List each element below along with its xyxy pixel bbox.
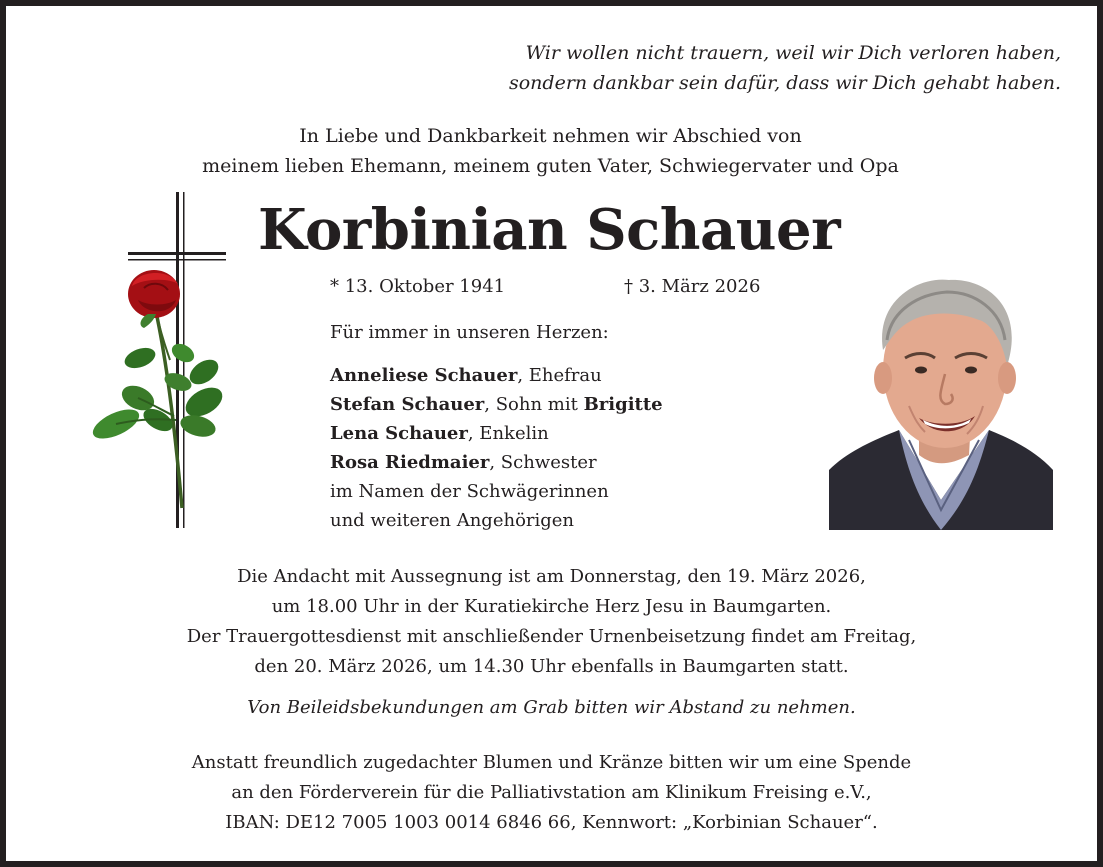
mourner-relation: , Sohn mit (484, 394, 584, 415)
mourner-item (330, 390, 663, 419)
mourner-item (330, 448, 663, 477)
cross-with-rose (78, 188, 238, 533)
ceremony-line-1: Die Andacht mit Aussegnung ist am Donnerstag, den 19. März 2026, (237, 566, 866, 587)
birth-date: * 13. Oktober 1941 (330, 276, 506, 297)
rose-icon (89, 270, 228, 508)
mourners-extra-1: im Namen der Schwägerinnen (330, 481, 609, 502)
mourner-relation: , Ehefrau (517, 365, 602, 386)
donation-line-1: Anstatt freundlich zugedachter Blumen und Kränze bitten wir um eine Spende (191, 752, 912, 773)
death-date: † 3. März 2026 (624, 276, 761, 297)
memorial-quote (509, 38, 1061, 98)
mourner-name: Rosa Riedmaier (330, 452, 490, 473)
donation-request (0, 748, 1103, 838)
mourners-extra-2: und weiteren Angehörigen (330, 510, 575, 531)
deceased-name: Korbinian Schauer (258, 197, 841, 263)
portrait-photo (829, 270, 1053, 530)
mourner-relation: , Schwester (489, 452, 597, 473)
intro-line-1: In Liebe und Dankbarkeit nehmen wir Abschied von (299, 125, 802, 147)
mourner-name: Lena Schauer (330, 423, 468, 444)
intro-text (0, 121, 1103, 181)
heart-line: Für immer in unseren Herzen: (330, 322, 609, 343)
condolence-note: Von Beileidsbekundungen am Grab bitten wir Abstand zu nehmen. (247, 697, 856, 718)
ceremony-line-3: Der Trauergottesdienst mit anschließender Urnenbeisetzung findet am Freitag, (186, 626, 917, 647)
quote-line-1: Wir wollen nicht trauern, weil wir Dich verloren haben, (525, 42, 1061, 64)
mourner-name: Stefan Schauer (330, 394, 485, 415)
mourner-item (330, 419, 663, 448)
mourner-item (330, 361, 663, 390)
mourner-partner: Brigitte (583, 394, 663, 415)
mourners-list (330, 361, 663, 535)
quote-line-2: sondern dankbar sein dafür, dass wir Dich gehabt haben. (508, 72, 1061, 94)
ceremony-line-2: um 18.00 Uhr in der Kuratiekirche Herz Jesu in Baumgarten. (271, 596, 832, 617)
intro-line-2: meinem lieben Ehemann, meinem guten Vater, Schwiegervater und Opa (202, 155, 899, 177)
donation-line-3: IBAN: DE12 7005 1003 0014 6846 66, Kennwort: „Korbinian Schauer“. (225, 812, 878, 833)
ceremony-details (0, 562, 1103, 682)
mourner-name: Anneliese Schauer (330, 365, 518, 386)
donation-line-2: an den Förderverein für die Palliativstation am Klinikum Freising e.V., (231, 782, 872, 803)
mourner-relation: , Enkelin (467, 423, 549, 444)
ceremony-line-4: den 20. März 2026, um 14.30 Uhr ebenfalls in Baumgarten statt. (254, 656, 849, 677)
